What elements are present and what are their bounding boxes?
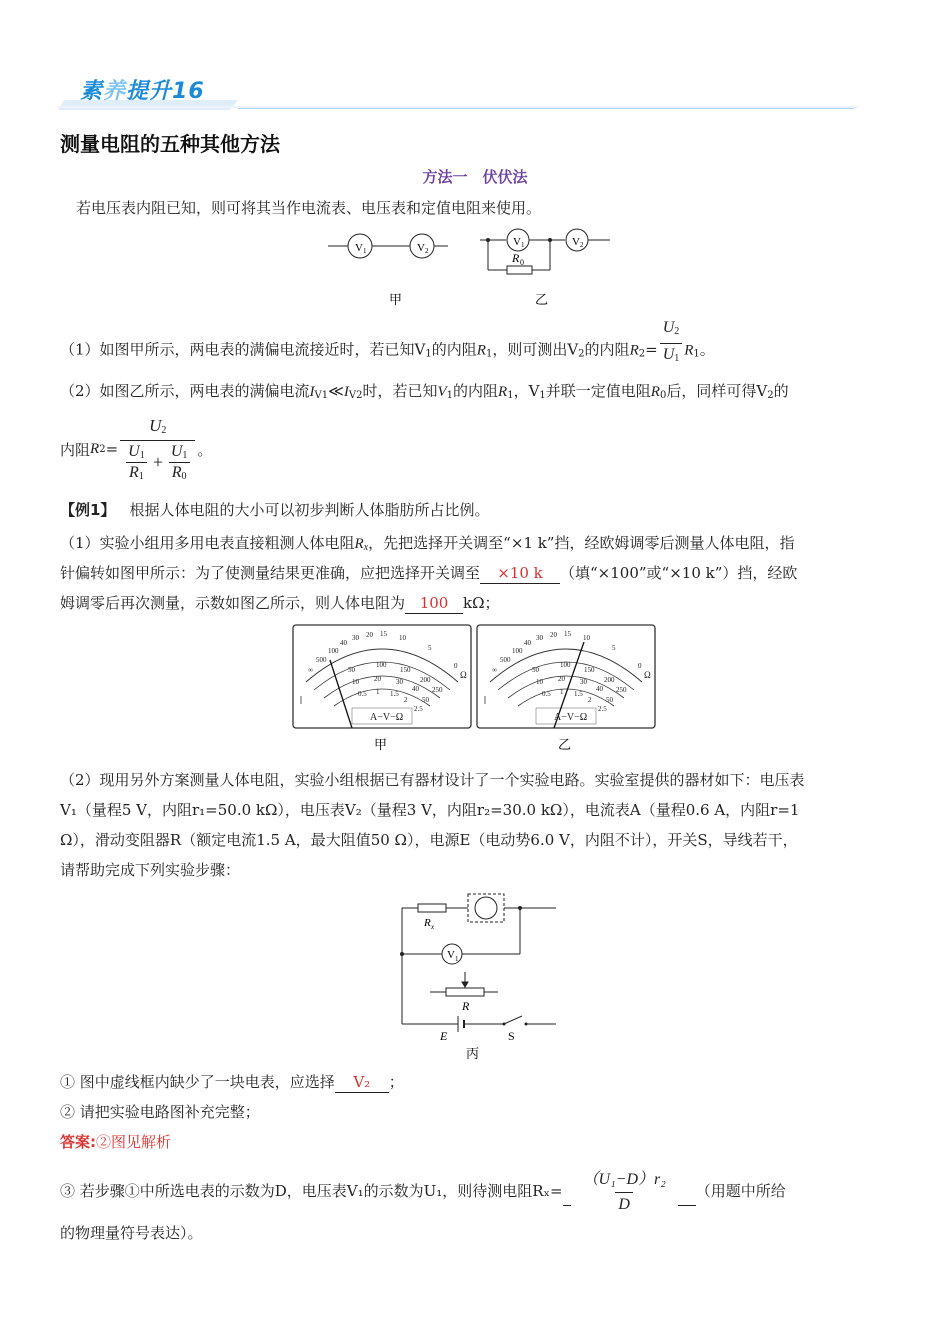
answer-label: 答案: xyxy=(60,1133,96,1151)
p2-mid1: 时，若已知 xyxy=(362,382,438,400)
q1-line2 xyxy=(60,563,797,584)
fig1-v1-label: V xyxy=(355,242,363,254)
p2-plus: + xyxy=(151,452,164,472)
meter-b-m250: 250 xyxy=(616,686,627,694)
banner-prefix: 素 xyxy=(80,79,104,104)
meter-a-l40: 40 xyxy=(412,685,419,693)
meter-b-m150: 150 xyxy=(584,666,595,674)
p2-ll: ≪ xyxy=(328,382,344,400)
meter-b-b1: 1 xyxy=(560,688,564,696)
meter-b-m200: 200 xyxy=(604,676,615,684)
p2-tail: 。 xyxy=(197,440,213,459)
meter-a-b25: 2.5 xyxy=(414,705,423,713)
fig1-caption-b: 乙 xyxy=(535,293,549,308)
meter-a-b15: 1.5 xyxy=(390,690,399,698)
meter-a-m100: 100 xyxy=(376,661,387,669)
meter-b-l40: 40 xyxy=(596,685,603,693)
p1-mid2: ，则可测出V xyxy=(492,340,579,359)
p2-mid6: 的 xyxy=(773,382,789,400)
meter-b-m100: 100 xyxy=(560,661,571,669)
q1-d: （填“×100”或“×10 k”）挡，经欧 xyxy=(560,564,798,582)
meter-b-40: 40 xyxy=(524,639,531,647)
example-text: 根据人体电阻的大小可以初步判断人体脂肪所占比例。 xyxy=(129,501,490,519)
fig1-r0-label: R xyxy=(512,251,520,265)
meter-b-b25: 2.5 xyxy=(598,705,607,713)
circuit-rx: R xyxy=(424,917,431,929)
fig1-v2-sub: 2 xyxy=(425,247,429,255)
meter-a-5: 5 xyxy=(428,644,432,652)
paragraph-1: （1）如图甲所示，两电表的满偏电流接近时，若已知$V_1$的内阻$R_1$，则可测出$V_2$的内阻$R_2=$ $\frac{U_2}{U_1}$ $R_1$。 xyxy=(60,332,715,369)
meter-b-10: 10 xyxy=(583,634,590,642)
paragraph-2-line2: 内阻 R 2 = $U_2$ $\frac{U_1}{R_1}$ + $\frac{U_1}{R_0}$ 。 xyxy=(60,416,213,482)
meter-b-inf: ∞ xyxy=(492,666,497,674)
banner-title xyxy=(80,74,205,105)
step-1 xyxy=(60,1072,404,1093)
meter-caption-b: 乙 xyxy=(558,738,572,753)
p2-fraction: $U_2$ $\frac{U_1}{R_1}$ + $\frac{U_1}{R_0}$ xyxy=(120,416,195,482)
meter-b-15: 15 xyxy=(564,630,571,638)
meter-a-l20: 20 xyxy=(374,675,381,683)
circuit-e: E xyxy=(440,1029,448,1043)
p2-eq: = xyxy=(105,440,119,458)
meter-b-b2: 2 xyxy=(588,696,592,704)
meter-a-0: 0 xyxy=(454,662,458,670)
fig1b-v1-sub: 1 xyxy=(521,241,525,249)
figure-multimeters xyxy=(292,624,662,754)
q1-e: 姆调零后再次测量，示数如图乙所示，则人体电阻为 xyxy=(60,594,406,612)
p1-den: U xyxy=(662,346,675,363)
p1-num: U xyxy=(662,319,675,336)
circuit-v1-sub: 1 xyxy=(455,955,459,963)
p2-line2: 内阻 xyxy=(60,440,91,459)
p2-mid5: 后，同样可得V xyxy=(666,382,768,400)
meter-b-b15: 1.5 xyxy=(574,690,583,698)
banner-highlight: 养 xyxy=(103,79,127,104)
fig1-r0-sub: 0 xyxy=(520,258,524,267)
p1-mid3: 的内阻 xyxy=(584,340,630,359)
banner-suffix: 提升16 xyxy=(126,79,205,104)
step-3 xyxy=(60,1160,786,1220)
meter-a-m50: 50 xyxy=(348,666,355,674)
banner xyxy=(58,70,858,112)
meter-b-label: A−V−Ω xyxy=(554,712,588,723)
paragraph-2: （2）如图乙所示，两电表的满偏电流$I_{V1}≪I_{V2}$时，若已知$V_1$的内阻$R_1$，$V_1$并联一定值电阻$R_0$后，同样可得$V_2$的 xyxy=(60,382,789,401)
q2-line3: Ω），滑动变阻器R（额定电流1.5 A，最大阻值50 Ω），电源E（电动势6.0 V，内阻不计），开关S，导线若干， xyxy=(60,831,798,849)
fig1b-v1-label: V xyxy=(513,236,521,248)
answer-resistance: 100 xyxy=(405,593,463,614)
circuit-r: R xyxy=(462,999,470,1013)
step-3-cont: 的物理量符号表达）。 xyxy=(60,1224,203,1242)
figure-circuit xyxy=(390,886,570,1064)
meter-b-l30: 30 xyxy=(580,678,587,686)
section-heading: 方法一 伏伏法 xyxy=(422,168,528,186)
meter-a-m150: 150 xyxy=(400,666,411,674)
fig1-v1-sub: 1 xyxy=(363,247,367,255)
meter-a-30: 30 xyxy=(352,634,359,642)
meter-a-l50: 50 xyxy=(422,696,429,704)
meter-a-inf: ∞ xyxy=(308,666,313,674)
intro-text: 若电压表内阻已知，则可将其当作电流表、电压表和定值电阻来使用。 xyxy=(76,199,542,217)
example-heading xyxy=(60,500,489,520)
p2-mid2: 的内阻 xyxy=(453,382,499,400)
meter-b-500: 500 xyxy=(500,656,511,664)
step-2: ② 请把实验电路图补充完整； xyxy=(60,1103,260,1121)
meter-b-m50: 50 xyxy=(532,666,539,674)
meter-a-l30: 30 xyxy=(396,678,403,686)
step1-text: ① 图中虚线框内缺少了一块电表，应选择 xyxy=(60,1073,335,1091)
example-label: 【例1】 xyxy=(60,501,116,519)
meter-b-l20: 20 xyxy=(558,675,565,683)
fig1-v2-label: V xyxy=(417,242,425,254)
meter-b-30: 30 xyxy=(536,634,543,642)
answer-text: ②图见解析 xyxy=(96,1133,172,1151)
meter-a-40: 40 xyxy=(340,639,347,647)
step3-fraction xyxy=(573,1166,676,1214)
fig1b-v2-label: V xyxy=(572,236,580,248)
meter-b-100: 100 xyxy=(512,647,523,655)
q1-c: 针偏转如图甲所示：为了使测量结果更准确，应把选择开关调至 xyxy=(60,564,481,582)
meter-b-5: 5 xyxy=(612,644,616,652)
fig1-caption-a: 甲 xyxy=(389,293,403,308)
meter-a-500: 500 xyxy=(316,656,327,664)
fig1b-v2-sub: 2 xyxy=(580,241,584,249)
meter-b-0: 0 xyxy=(638,662,642,670)
q1-f: kΩ； xyxy=(463,594,500,612)
meter-a-15: 15 xyxy=(380,630,387,638)
circuit-rx-sub: x xyxy=(431,923,435,931)
p1-mid1: 的内阻 xyxy=(431,340,477,359)
p1-eq: = xyxy=(645,340,658,359)
meter-b-20: 20 xyxy=(550,631,557,639)
step1-tail: ； xyxy=(388,1073,404,1091)
p1-tail: 。 xyxy=(699,340,715,359)
answer-range: ×10 k xyxy=(480,563,560,584)
meter-a-omega: Ω xyxy=(460,670,467,680)
answer-meter-choice: V₂ xyxy=(335,1072,389,1093)
step3-tail: （用题中所给 xyxy=(695,1181,786,1200)
step3-den: D xyxy=(615,1192,633,1214)
step3-text: ③ 若步骤①中所选电表的示数为D，电压表V₁的示数为U₁，则待测电阻Rₓ= xyxy=(60,1181,563,1200)
meter-b-l10: 10 xyxy=(536,678,543,686)
meter-a-b1: 1 xyxy=(376,688,380,696)
p2-mid3: ，V xyxy=(513,382,540,400)
meter-b-l50: 50 xyxy=(606,696,613,704)
page-title: 测量电阻的五种其他方法 xyxy=(60,132,280,156)
q2-line2: V₁（量程5 V，内阻r₁=50.0 kΩ），电压表V₂（量程3 V，内阻r₂=30.0 kΩ），电流表A（量程0.6 A，内阻r=1 xyxy=(60,801,800,819)
meter-a-b2: 2 xyxy=(404,696,408,704)
q2-line4: 请帮助完成下列实验步骤： xyxy=(60,861,241,879)
q1-b: ，先把选择开关调至“×1 k”挡，经欧姆调零后测量人体电阻，指 xyxy=(368,534,795,552)
meter-a-b05: 0.5 xyxy=(358,690,367,698)
circuit-s: S xyxy=(508,1029,515,1043)
p1-fraction: $\frac{U_2}{U_1}$ xyxy=(660,318,683,369)
q2-line1: （2）现用另外方案测量人体电阻，实验小组根据已有器材设计了一个实验电路。实验室提供的器材如下：电压表 xyxy=(60,771,805,789)
p2-lead: （2）如图乙所示，两电表的满偏电流 xyxy=(60,382,310,400)
meter-caption-a: 甲 xyxy=(374,738,388,753)
q1-line1: （1）实验小组用多用电表直接粗测人体电阻$R_x$，先把选择开关调至“×1 k”挡，经欧姆调零后测量人体电阻，指 xyxy=(60,534,795,553)
meter-b-omega: Ω xyxy=(644,670,651,680)
q1-line3 xyxy=(60,593,500,614)
meter-a-m250: 250 xyxy=(432,686,443,694)
circuit-v1: V xyxy=(447,949,455,961)
q1-a: （1）实验小组用多用电表直接粗测人体电阻 xyxy=(60,534,355,552)
figure-voltmeters xyxy=(320,222,620,312)
meter-a-label: A−V−Ω xyxy=(370,712,404,723)
circuit-caption: 丙 xyxy=(466,1047,480,1062)
meter-a-m200: 200 xyxy=(420,676,431,684)
p2-mid4: 并联一定值电阻 xyxy=(545,382,651,400)
meter-a-l10: 10 xyxy=(352,678,359,686)
step3-num: （U₁−D）r₂ xyxy=(582,1171,666,1188)
p1-lead: （1）如图甲所示，两电表的满偏电流接近时，若已知V xyxy=(60,340,426,359)
meter-a-20: 20 xyxy=(366,631,373,639)
meter-a-10: 10 xyxy=(399,634,406,642)
answer-line xyxy=(60,1132,171,1152)
meter-a-100: 100 xyxy=(328,647,339,655)
meter-b-b05: 0.5 xyxy=(542,690,551,698)
